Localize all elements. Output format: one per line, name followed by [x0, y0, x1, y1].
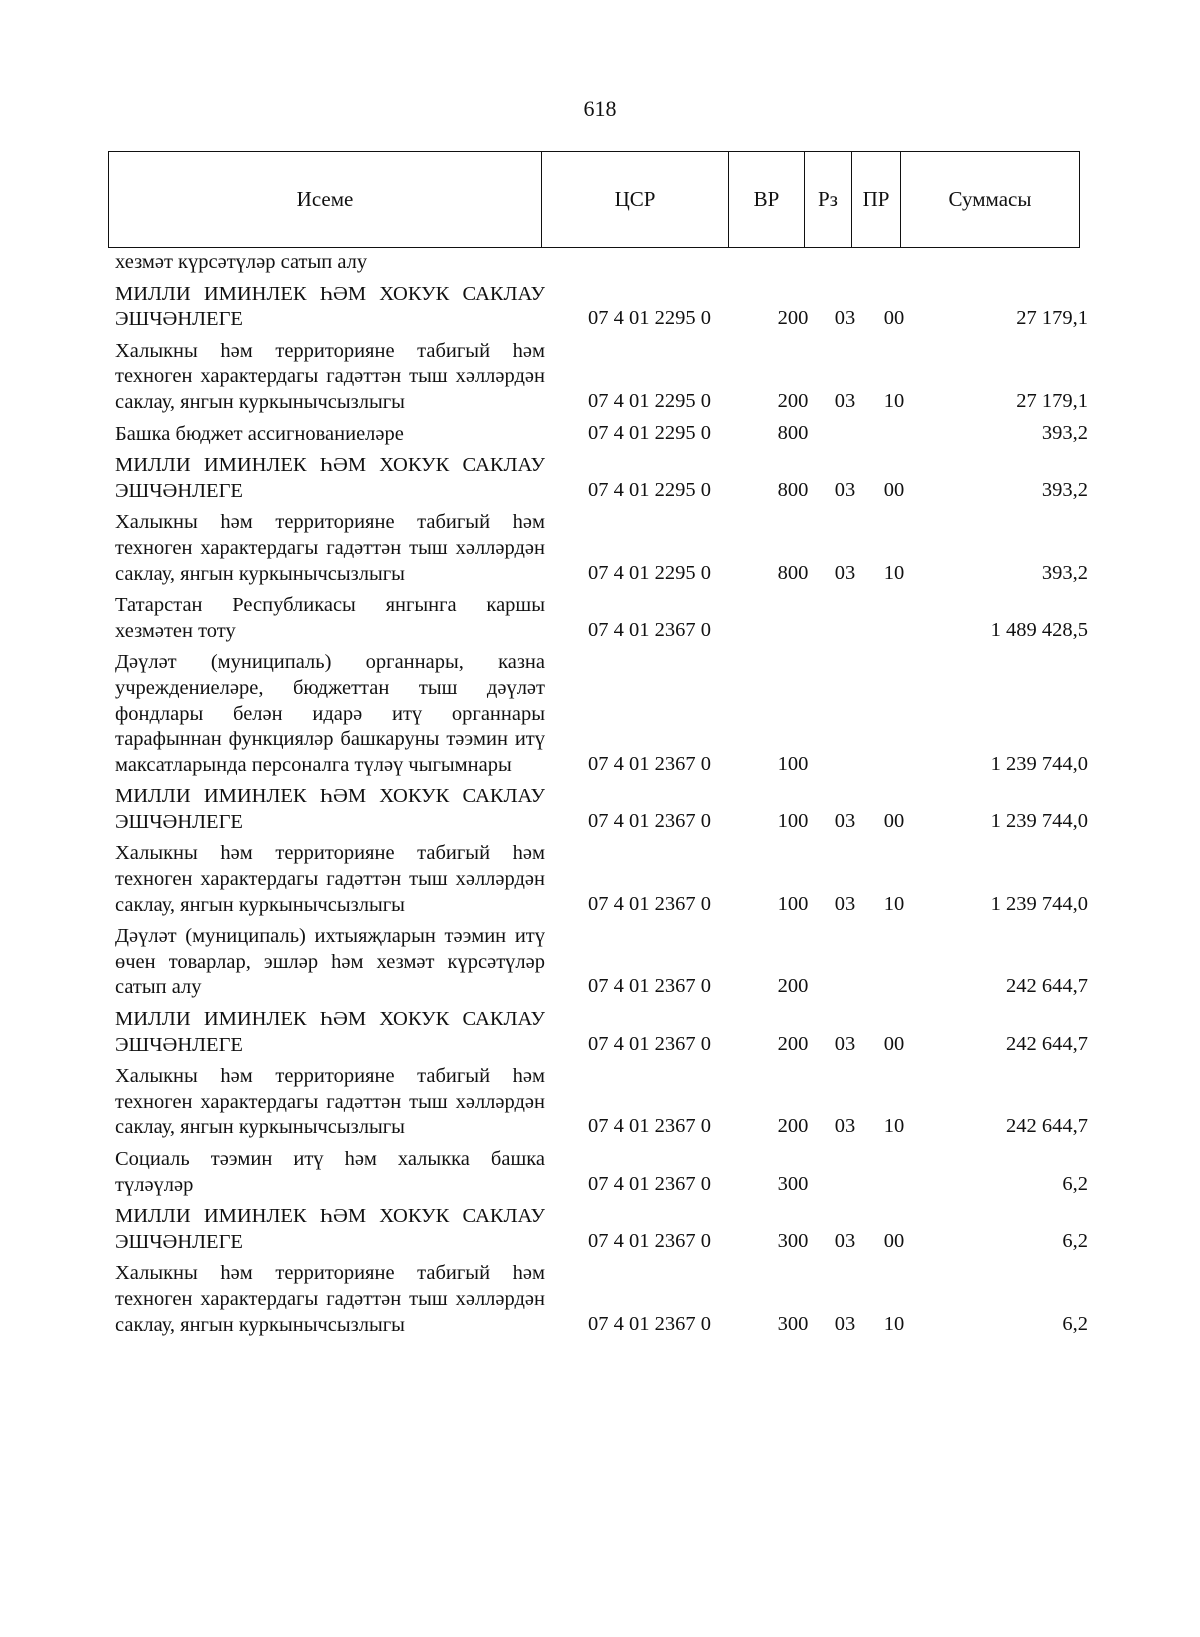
header-sum: Суммасы: [948, 187, 1032, 211]
cell-csr: 07 4 01 2367 0: [588, 1032, 711, 1055]
header-rz: Рз: [805, 152, 852, 247]
cell-name: хезмәт күрсәтүләр сатып алу: [115, 251, 368, 273]
cell-name: Халыкны һәм территорияне табигый һәм техноген характердагы гадәттән тыш хәлләрдән саклау, янгын куркынычсызлыгы: [115, 842, 545, 916]
cell-rz: 03: [834, 1312, 856, 1335]
cell-name: Дәүләт (муниципаль) органнары, казна учреждениеләре, бюджеттан тыш дәүләт фондлары белән идарә итү органнары тарафыннан функцияләр башкаруны тәэмин итү максатларында персоналга түләү чыгымнары: [115, 651, 545, 776]
cell-sum: 1 239 744,0: [990, 752, 1088, 775]
cell-vr: 100: [777, 892, 809, 915]
cell-vr: 200: [777, 1032, 809, 1055]
cell-pr: 00: [883, 809, 905, 832]
cell-vr: 200: [777, 1115, 809, 1138]
cell-pr: 00: [883, 478, 905, 501]
table-row: [115, 336, 1105, 419]
cell-csr: 07 4 01 2367 0: [588, 809, 711, 832]
cell-sum: 393,2: [1041, 561, 1088, 584]
cell-csr: 07 4 01 2295 0: [588, 389, 711, 412]
cell-sum: 393,2: [1041, 478, 1088, 501]
cell-sum: 6,2: [1062, 1172, 1088, 1195]
cell-pr: 10: [883, 892, 905, 915]
cell-csr: 07 4 01 2367 0: [588, 975, 711, 998]
cell-csr: 07 4 01 2367 0: [588, 752, 711, 775]
cell-sum: 242 644,7: [1006, 975, 1088, 998]
table-row: [115, 1201, 1105, 1258]
cell-vr: 300: [777, 1229, 809, 1252]
cell-rz: 03: [834, 561, 856, 584]
cell-rz: 03: [834, 892, 856, 915]
table-row: [115, 647, 1105, 781]
cell-rz: 03: [834, 809, 856, 832]
table-row: [115, 250, 1105, 279]
cell-vr: 100: [777, 752, 809, 775]
table-row: [115, 419, 1105, 451]
cell-csr: 07 4 01 2367 0: [588, 892, 711, 915]
cell-name: Халыкны һәм территорияне табигый һәм техноген характердагы гадәттән тыш хәлләрдән саклау, янгын куркынычсызлыгы: [115, 339, 545, 413]
cell-vr: 800: [777, 421, 809, 444]
cell-vr: 800: [777, 561, 809, 584]
table-row: [115, 1258, 1105, 1341]
cell-sum: 242 644,7: [1006, 1115, 1088, 1138]
cell-name: Халыкны һәм территорияне табигый һәм техноген характердагы гадәттән тыш хәлләрдән саклау, янгын куркынычсызлыгы: [115, 1065, 545, 1139]
cell-pr: 10: [883, 389, 905, 412]
cell-name: МИЛЛИ ИМИНЛЕК ҺӘМ ХОКУК САКЛАУ ЭШЧӘНЛЕГЕ: [115, 1008, 545, 1056]
table-row: [115, 590, 1105, 647]
cell-pr: 00: [883, 307, 905, 330]
cell-csr: 07 4 01 2295 0: [588, 478, 711, 501]
table-row: [115, 838, 1105, 921]
cell-name: МИЛЛИ ИМИНЛЕК ҺӘМ ХОКУК САКЛАУ ЭШЧӘНЛЕГЕ: [115, 454, 545, 502]
cell-rz: 03: [834, 307, 856, 330]
cell-sum: 1 489 428,5: [990, 618, 1088, 641]
cell-csr: 07 4 01 2367 0: [588, 1115, 711, 1138]
cell-rz: 03: [834, 1115, 856, 1138]
cell-rz: 03: [834, 1229, 856, 1252]
cell-name: МИЛЛИ ИМИНЛЕК ҺӘМ ХОКУК САКЛАУ ЭШЧӘНЛЕГЕ: [115, 1205, 545, 1253]
cell-rz: 03: [834, 1032, 856, 1055]
cell-name: Халыкны һәм территорияне табигый һәм техноген характердагы гадәттән тыш хәлләрдән саклау, янгын куркынычсызлыгы: [115, 1262, 545, 1336]
cell-name: Социаль тәэмин итү һәм халыкка башка түләүләр: [115, 1148, 545, 1196]
cell-sum: 393,2: [1041, 421, 1088, 444]
table-body: [115, 250, 1105, 1341]
cell-name: Дәүләт (муниципаль) ихтыяҗларын тәэмин итү өчен товарлар, эшләр һәм хезмәт күрсәтүләр сатып алу: [115, 925, 545, 999]
cell-csr: 07 4 01 2367 0: [588, 1172, 711, 1195]
cell-sum: 1 239 744,0: [990, 809, 1088, 832]
cell-rz: 03: [834, 389, 856, 412]
header-name: Исеме: [109, 152, 542, 247]
cell-vr: 200: [777, 975, 809, 998]
cell-csr: 07 4 01 2367 0: [588, 1229, 711, 1252]
cell-csr: 07 4 01 2295 0: [588, 307, 711, 330]
table-header: [108, 151, 1080, 248]
cell-sum: 6,2: [1062, 1312, 1088, 1335]
cell-pr: 10: [883, 1115, 905, 1138]
page-number: 618: [583, 96, 617, 121]
table-row: [115, 1144, 1105, 1201]
cell-vr: 200: [777, 389, 809, 412]
cell-csr: 07 4 01 2367 0: [588, 1312, 711, 1335]
cell-name: Халыкны һәм территорияне табигый һәм техноген характердагы гадәттән тыш хәлләрдән саклау, янгын куркынычсызлыгы: [115, 511, 545, 585]
table-row: [115, 1061, 1105, 1144]
cell-pr: 00: [883, 1032, 905, 1055]
cell-vr: 100: [777, 809, 809, 832]
cell-rz: 03: [834, 478, 856, 501]
header-csr: ЦСР: [542, 152, 729, 247]
cell-sum: 242 644,7: [1006, 1032, 1088, 1055]
cell-pr: 10: [883, 1312, 905, 1335]
cell-sum: 27 179,1: [1016, 307, 1088, 330]
cell-csr: 07 4 01 2295 0: [588, 421, 711, 444]
cell-sum: 6,2: [1062, 1229, 1088, 1252]
table-row: [115, 279, 1105, 336]
cell-csr: 07 4 01 2295 0: [588, 561, 711, 584]
cell-name: Башка бюджет ассигнованиеләре: [115, 422, 404, 445]
table-row: [115, 781, 1105, 838]
table-row: [115, 450, 1105, 507]
cell-name: Татарстан Республикасы янгынга каршы хезмәтен тоту: [115, 594, 545, 642]
cell-vr: 300: [777, 1312, 809, 1335]
cell-pr: 00: [883, 1229, 905, 1252]
cell-vr: 800: [777, 478, 809, 501]
table-row: [115, 1004, 1105, 1061]
header-vr: ВР: [729, 152, 805, 247]
cell-vr: 300: [777, 1172, 809, 1195]
cell-pr: 10: [883, 561, 905, 584]
cell-sum: 27 179,1: [1016, 389, 1088, 412]
table-row: [115, 507, 1105, 590]
table-row: [115, 921, 1105, 1004]
cell-vr: 200: [777, 307, 809, 330]
cell-name: МИЛЛИ ИМИНЛЕК ҺӘМ ХОКУК САКЛАУ ЭШЧӘНЛЕГЕ: [115, 282, 545, 331]
cell-sum: 1 239 744,0: [990, 892, 1088, 915]
cell-csr: 07 4 01 2367 0: [588, 618, 711, 641]
header-pr: ПР: [852, 152, 901, 247]
cell-name: МИЛЛИ ИМИНЛЕК ҺӘМ ХОКУК САКЛАУ ЭШЧӘНЛЕГЕ: [115, 785, 545, 833]
